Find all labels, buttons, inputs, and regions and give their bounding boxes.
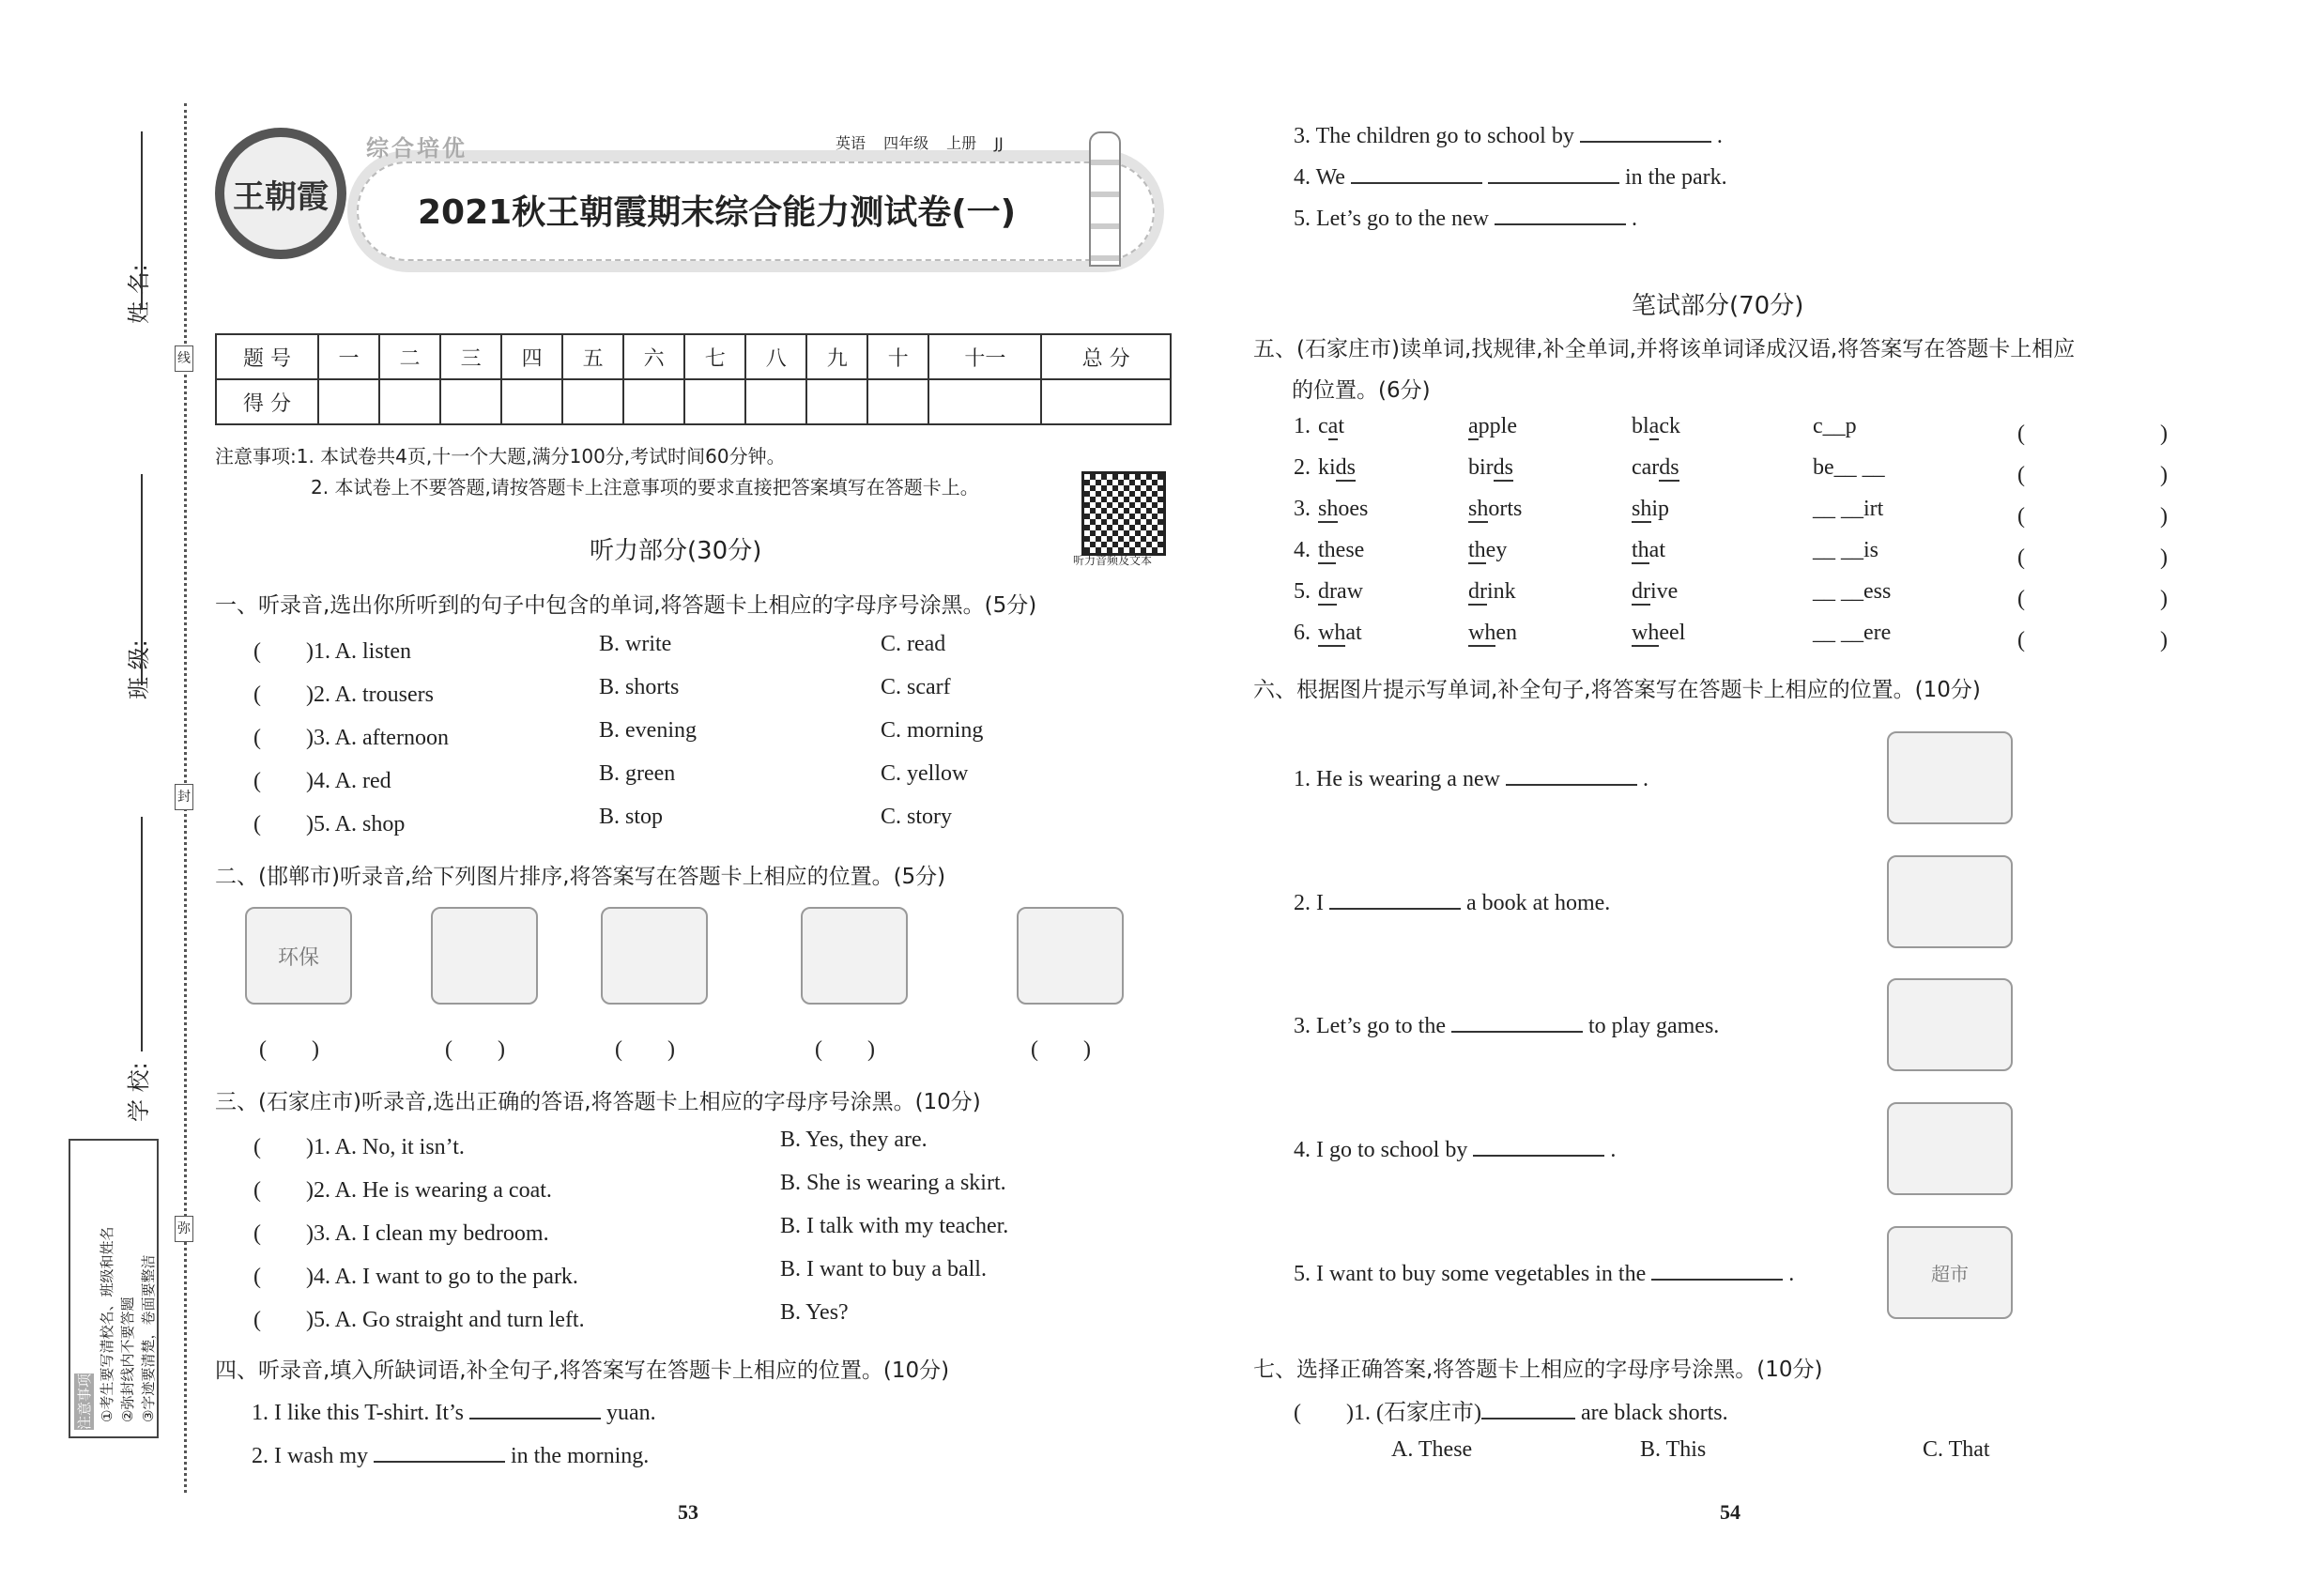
score-header-cell: 二 — [379, 334, 440, 379]
question-3-5: ( )5. A. Go straight and turn left. — [253, 1308, 585, 1332]
sentence-start: 2. I — [1294, 891, 1324, 915]
sentence-end: to play games. — [1587, 1014, 1720, 1038]
score-entry-cell[interactable] — [318, 379, 379, 424]
incomplete-word[interactable]: __ __ere — [1813, 621, 1892, 645]
sentence-end: in the park. — [1624, 165, 1727, 190]
order-paren[interactable]: ( ) — [1031, 1037, 1091, 1062]
word-part: pple — [1478, 414, 1517, 438]
score-entry-cell[interactable] — [684, 379, 745, 424]
sentence-end: a book at home. — [1466, 891, 1611, 915]
pattern-word — [1318, 538, 1364, 563]
sentence-start: 3. Let’s go to the — [1294, 1014, 1446, 1038]
translation-paren[interactable]: ( ) — [2017, 628, 2168, 652]
word-part: ip — [1651, 497, 1670, 521]
word-part: en — [1495, 621, 1517, 645]
underlined-letters: wh — [1632, 621, 1660, 645]
girl-reading-icon — [1887, 855, 2013, 948]
underlined-letters: dr — [1632, 579, 1650, 604]
question-1-4: ( )4. A. red — [253, 769, 391, 793]
row-number: 1. — [1294, 414, 1311, 438]
word-part: c — [1318, 414, 1328, 438]
pattern-word — [1468, 497, 1522, 522]
brand-logo: 王朝霞 — [215, 128, 346, 259]
underlined-letters: sh — [1632, 497, 1652, 521]
picture-sentence — [1294, 1260, 1794, 1287]
sentence-end: . — [1716, 124, 1723, 148]
question-7-1 — [1294, 1393, 1728, 1426]
answer-blank[interactable] — [1351, 163, 1482, 184]
sentence-end: . — [1610, 1138, 1617, 1162]
word-part: at — [1648, 538, 1665, 562]
fill-sentence — [1294, 122, 1723, 149]
class-field[interactable] — [141, 474, 143, 685]
word-part: ck — [1659, 414, 1680, 438]
pattern-word — [1632, 579, 1678, 605]
word-part: ink — [1487, 579, 1516, 604]
score-entry-cell[interactable] — [928, 379, 1041, 424]
question-3-1: ( )1. A. No, it isn’t. — [253, 1135, 465, 1159]
score-entry-cell[interactable] — [867, 379, 928, 424]
underlined-letters: dr — [1468, 579, 1487, 604]
section-2-heading: 二、(邯郸市)听录音,给下列图片排序,将答案写在答题卡上相应的位置。(5分) — [215, 865, 946, 889]
answer-blank[interactable] — [374, 1442, 505, 1463]
translation-paren[interactable]: ( ) — [2017, 504, 2168, 529]
word-part: orts — [1488, 497, 1523, 521]
row-number: 3. — [1294, 497, 1311, 521]
word-part: ki — [1318, 455, 1336, 480]
row-number: 2. — [1294, 455, 1311, 480]
option-c[interactable]: C. story — [881, 805, 953, 829]
underlined-letters: sh — [1318, 497, 1339, 521]
incomplete-word[interactable]: c__p — [1813, 414, 1857, 438]
option-b[interactable]: B. I want to buy a ball. — [780, 1257, 987, 1281]
pattern-word — [1318, 414, 1344, 439]
fill-sentence — [252, 1399, 656, 1426]
pattern-word — [1632, 414, 1680, 439]
incomplete-word[interactable]: __ __is — [1813, 538, 1879, 562]
word-part: bl — [1632, 414, 1649, 438]
sentence-end: yuan. — [606, 1401, 656, 1425]
page-title: 2021秋王朝霞期末综合能力测试卷(一) — [418, 193, 1017, 232]
score-header-cell: 题 号 — [216, 334, 318, 379]
page-number: 54 — [1720, 1500, 1740, 1524]
answer-blank[interactable] — [1481, 1399, 1575, 1420]
school-field[interactable] — [141, 817, 143, 1051]
sentence-start: 2. I wash my — [252, 1444, 368, 1468]
picture-sentence — [1294, 1012, 1719, 1039]
sentence-end: . — [1631, 207, 1637, 231]
score-header-cell: 六 — [623, 334, 684, 379]
incomplete-word[interactable]: __ __irt — [1813, 497, 1884, 521]
binding-mark: 线 — [175, 345, 193, 372]
answer-blank[interactable] — [1495, 205, 1626, 225]
series-tag: 综合培优 — [366, 135, 468, 161]
score-header-cell: 八 — [745, 334, 806, 379]
score-entry-cell[interactable] — [623, 379, 684, 424]
answer-blank[interactable] — [469, 1399, 601, 1420]
question-1-5: ( )5. A. shop — [253, 812, 406, 836]
section-7-heading: 七、选择正确答案,将答题卡上相应的字母序号涂黑。(10分) — [1253, 1358, 1823, 1382]
notice-line-2: 2. 本试卷上不要答题,请按答题卡上注意事项的要求直接把答案填写在答题卡上。 — [311, 476, 979, 499]
word-part: bir — [1468, 455, 1494, 480]
pattern-word — [1468, 455, 1513, 481]
answer-option[interactable]: C. That — [1923, 1437, 1990, 1462]
word-part: aw — [1337, 579, 1363, 604]
score-header-cell: 五 — [562, 334, 623, 379]
score-header-cell: 十 — [867, 334, 928, 379]
binding-mark: 弥 — [175, 1216, 193, 1242]
notice-line-1: 注意事项:1. 本试卷共4页,十一个大题,满分100分,考试时间60分钟。 — [215, 445, 786, 468]
pattern-word — [1468, 579, 1516, 605]
underlined-letters: ds — [1493, 455, 1514, 480]
supermarket-icon — [1887, 1226, 2013, 1319]
option-b[interactable]: B. I talk with my teacher. — [780, 1214, 1009, 1238]
binding-mark: 封 — [175, 784, 193, 810]
sentence-start: 1. He is wearing a new — [1294, 767, 1500, 791]
underlined-letters: th — [1468, 538, 1486, 562]
option-c[interactable]: C. scarf — [881, 675, 951, 699]
underlined-letters: a — [1468, 414, 1479, 438]
school-label: 学 校: — [126, 1062, 152, 1122]
section-6-heading: 六、根据图片提示写单词,补全句子,将答案写在答题卡上相应的位置。(10分) — [1253, 678, 1981, 702]
fill-sentence — [252, 1442, 649, 1469]
order-paren[interactable]: ( ) — [445, 1037, 505, 1062]
row-number: 4. — [1294, 538, 1311, 562]
sentence-start: 4. I go to school by — [1294, 1138, 1468, 1162]
section-5-heading-cont: 的位置。(6分) — [1292, 378, 1431, 403]
pattern-word — [1468, 414, 1517, 439]
score-header-cell: 总 分 — [1041, 334, 1171, 379]
pattern-word — [1468, 621, 1517, 646]
section-1-heading: 一、听录音,选出你所听到的句子中包含的单词,将答题卡上相应的字母序号涂黑。(5分) — [215, 593, 1037, 618]
option-c[interactable]: C. morning — [881, 718, 984, 743]
score-label-cell: 得 分 — [216, 379, 318, 424]
translation-paren[interactable]: ( ) — [2017, 545, 2168, 570]
translation-paren[interactable]: ( ) — [2017, 463, 2168, 487]
bag-icon — [245, 907, 352, 1005]
question-3-2: ( )2. A. He is wearing a coat. — [253, 1178, 552, 1203]
classroom-icon — [1017, 907, 1124, 1005]
sentence-start: 4. We — [1294, 165, 1345, 190]
option-c[interactable]: C. read — [881, 632, 946, 656]
qr-caption: 听力音频及文本 — [1073, 554, 1153, 567]
score-header-cell: 三 — [440, 334, 501, 379]
score-entry-cell[interactable] — [1041, 379, 1171, 424]
exam-notes-box — [69, 1139, 159, 1438]
pattern-word — [1318, 621, 1362, 646]
question-3-3: ( )3. A. I clean my bedroom. — [253, 1221, 549, 1246]
lighthouse-icon — [1089, 131, 1121, 267]
pattern-word — [1632, 455, 1679, 481]
sweater-icon — [1887, 731, 2013, 824]
answer-blank[interactable] — [1580, 122, 1711, 143]
underlined-letters: sh — [1468, 497, 1489, 521]
note-1: ①考生要写清校名、班级和姓名 — [99, 1226, 115, 1422]
word-part: car — [1632, 455, 1660, 480]
option-b[interactable]: B. stop — [599, 805, 664, 829]
answer-blank[interactable] — [1651, 1260, 1783, 1281]
answer-option[interactable]: B. This — [1640, 1437, 1707, 1462]
question-1-2: ( )2. A. trousers — [253, 683, 434, 707]
listening-section-title: 听力部分(30分) — [590, 537, 762, 565]
score-entry-cell[interactable] — [379, 379, 440, 424]
sentence-end: . — [1788, 1262, 1795, 1286]
word-part: ey — [1485, 538, 1508, 562]
question-end: are black shorts. — [1580, 1401, 1728, 1425]
order-paren[interactable]: ( ) — [615, 1037, 675, 1062]
pattern-word — [1318, 497, 1368, 522]
option-b[interactable]: B. write — [599, 632, 672, 656]
section-4-heading: 四、听录音,填入所缺词语,补全句子,将答案写在答题卡上相应的位置。(10分) — [215, 1358, 950, 1383]
answer-blank[interactable] — [1451, 1012, 1583, 1033]
order-paren[interactable]: ( ) — [259, 1037, 319, 1062]
option-b[interactable]: B. shorts — [599, 675, 680, 699]
score-table — [215, 333, 1172, 425]
question-start: ( )1. (石家庄市) — [1294, 1401, 1481, 1425]
word-part: ive — [1650, 579, 1679, 604]
pattern-word — [1632, 497, 1669, 522]
pattern-word — [1318, 579, 1363, 605]
pattern-word — [1468, 538, 1507, 563]
pattern-word — [1318, 455, 1356, 481]
notes-title: 注意事项 — [76, 1373, 93, 1430]
translation-paren[interactable]: ( ) — [2017, 587, 2168, 611]
sentence-start: 5. I want to buy some vegetables in the — [1294, 1262, 1647, 1286]
option-b[interactable]: B. Yes? — [780, 1300, 849, 1325]
fill-sentence — [1294, 163, 1727, 191]
question-1-3: ( )3. A. afternoon — [253, 726, 449, 750]
row-number: 5. — [1294, 579, 1311, 604]
underlined-letters: a — [1327, 414, 1339, 438]
answer-option[interactable]: A. These — [1391, 1437, 1473, 1462]
fill-sentence — [1294, 205, 1637, 232]
score-header-cell: 四 — [501, 334, 562, 379]
picture-sentence — [1294, 1136, 1616, 1163]
score-header-cell: 一 — [318, 334, 379, 379]
picture-sentence — [1294, 765, 1648, 792]
underlined-letters: wh — [1468, 621, 1496, 645]
score-entry-cell[interactable] — [501, 379, 562, 424]
underlined-letters: a — [1648, 414, 1660, 438]
word-part: oes — [1338, 497, 1369, 521]
written-section-title: 笔试部分(70分) — [1632, 292, 1804, 320]
section-5-heading: 五、(石家庄市)读单词,找规律,补全单词,并将该单词译成汉语,将答案写在答题卡上相应 — [1253, 337, 2076, 361]
pattern-word — [1632, 621, 1685, 646]
subject-meta: 英语 四年级 上册 JJ — [836, 134, 1004, 152]
underlined-letters: th — [1318, 538, 1336, 562]
sentence-end: . — [1642, 767, 1648, 791]
sentence-end: in the morning. — [510, 1444, 650, 1468]
word-part: t — [1338, 414, 1344, 438]
name-field[interactable] — [141, 131, 143, 310]
option-c[interactable]: C. yellow — [881, 761, 969, 786]
word-part: eel — [1659, 621, 1686, 645]
row-number: 6. — [1294, 621, 1311, 645]
option-b[interactable]: B. green — [599, 761, 676, 786]
class-label: 班 级: — [126, 639, 152, 699]
page-number: 53 — [678, 1500, 698, 1524]
answer-blank[interactable] — [1488, 163, 1619, 184]
word-part: at — [1345, 621, 1362, 645]
translation-paren[interactable]: ( ) — [2017, 422, 2168, 446]
question-1-1: ( )1. A. listen — [253, 639, 411, 664]
word-part: ese — [1335, 538, 1365, 562]
order-paren[interactable]: ( ) — [815, 1037, 875, 1062]
name-label: 姓 名: — [126, 264, 152, 324]
boy-icon — [601, 907, 708, 1005]
underlined-letters: ds — [1659, 455, 1679, 480]
underlined-letters: th — [1632, 538, 1649, 562]
score-header-cell: 七 — [684, 334, 745, 379]
question-3-4: ( )4. A. I want to go to the park. — [253, 1265, 578, 1289]
note-2: ②弥封线内不要答题 — [119, 1297, 136, 1422]
picture-label: 超市 — [1931, 1265, 1969, 1285]
score-entry-cell[interactable] — [806, 379, 867, 424]
option-b[interactable]: B. Yes, they are. — [780, 1128, 928, 1152]
score-entry-cell[interactable] — [562, 379, 623, 424]
sentence-start: 3. The children go to school by — [1294, 124, 1574, 148]
answer-blank[interactable] — [1329, 889, 1461, 910]
bike-icon — [1887, 1102, 2013, 1195]
score-header-cell: 九 — [806, 334, 867, 379]
underlined-letters: dr — [1318, 579, 1337, 604]
sentence-start: 1. I like this T-shirt. It’s — [252, 1401, 465, 1425]
playground-icon — [1887, 978, 2013, 1071]
score-entry-cell[interactable] — [745, 379, 806, 424]
option-b[interactable]: B. She is wearing a skirt. — [780, 1171, 1006, 1195]
pattern-word — [1632, 538, 1665, 563]
score-header-cell: 十一 — [928, 334, 1041, 379]
qr-code-icon[interactable] — [1081, 471, 1166, 556]
answer-blank[interactable] — [1506, 765, 1637, 786]
option-b[interactable]: B. evening — [599, 718, 697, 743]
sentence-start: 5. Let’s go to the new — [1294, 207, 1489, 231]
note-3: ③字迹要清楚，卷面要整洁 — [140, 1254, 157, 1422]
answer-blank[interactable] — [1473, 1136, 1604, 1157]
score-entry-cell[interactable] — [440, 379, 501, 424]
girl-icon — [431, 907, 538, 1005]
underlined-letters: wh — [1318, 621, 1346, 645]
picture-label: 环保 — [277, 944, 319, 969]
underlined-letters: ds — [1335, 455, 1357, 480]
incomplete-word[interactable]: __ __ess — [1813, 579, 1892, 604]
section-3-heading: 三、(石家庄市)听录音,选出正确的答语,将答题卡上相应的字母序号涂黑。(10分) — [215, 1090, 981, 1114]
incomplete-word[interactable]: be__ __ — [1813, 455, 1885, 480]
tv-sofa-icon — [801, 907, 908, 1005]
picture-sentence — [1294, 889, 1610, 916]
